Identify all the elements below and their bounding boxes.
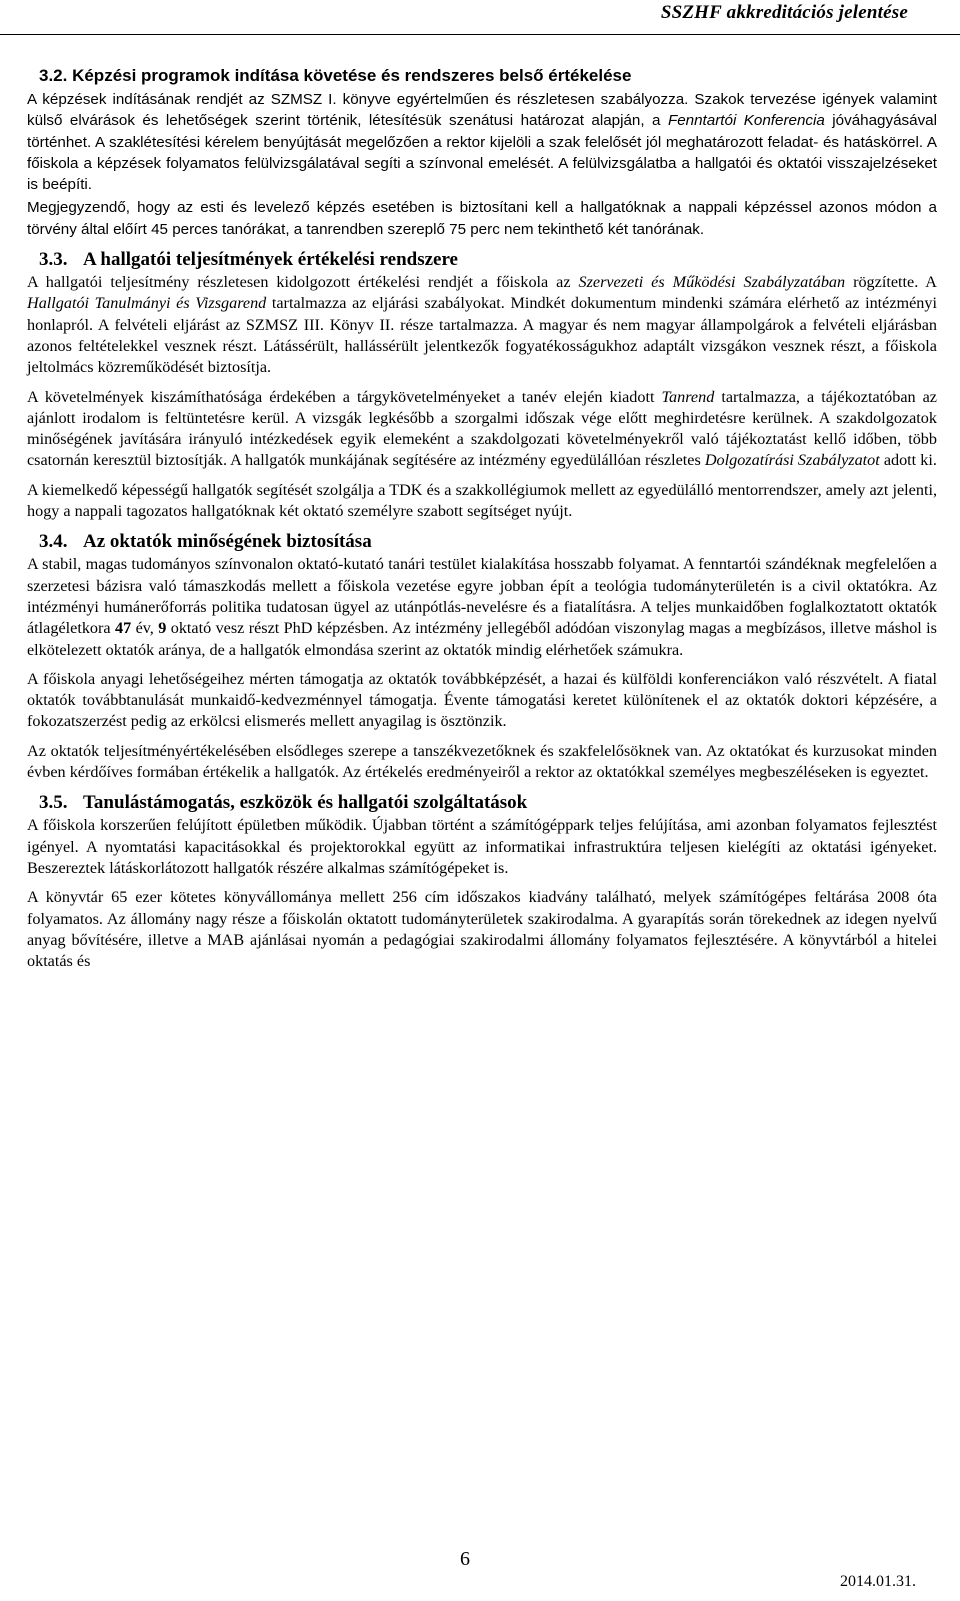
italic-text: Hallgatói Tanulmányi és Vizsgarend xyxy=(27,294,267,313)
text-run: jóváhagyásával történhet. A szaklétesítési kérelem benyújtását megelőzően a rektor kijelöli a szak felelősét jól meghatározott feladat- és hatáskörrel. A főiskola a képzések folyamatos felülvizsgálatával segíti a színvonal emelését. A felülvizsgálatba a hallgatói és oktatói visszajelzéseket is beépíti. xyxy=(27,112,937,194)
italic-text: Tanrend xyxy=(661,387,715,406)
bold-text: 47 xyxy=(114,619,132,638)
text-run: A hallgatói teljesítmény részletesen kidolgozott értékelési rendjét a főiskola az xyxy=(27,273,579,292)
text-run: adott ki. xyxy=(879,451,937,470)
section-number: 3.5. xyxy=(39,792,68,814)
text-run: rögzítette. A xyxy=(845,273,937,292)
italic-text: Szervezeti és Működési Szabályzatában xyxy=(578,273,846,292)
section-title: Az oktatók minőségének biztosítása xyxy=(83,531,372,553)
section-title: A hallgatói teljesítmények értékelési rendszere xyxy=(83,249,458,271)
section-heading-3-5 xyxy=(27,791,937,815)
document-body xyxy=(27,64,937,980)
text-run: A képzések indításának rendjét az SZMSZ I. könyve egyértelműen és részletesen szabályozza. Szakok tervezése igények valamint külső elvárások és lehetőségek szerint történik, létesítésük szenátusi határozat alapján, a xyxy=(27,91,937,130)
italic-text: Fenntartói Konferencia xyxy=(667,112,825,130)
paragraph: A főiskola korszerűen felújított épületben működik. Újabban történt a számítógéppark teljes felújítása, ami azonban folyamatos fejlesztést igényel. A nyomtatási kapacitásokkal és projektorokkal együtt az informatikai infrastruktúra teljesen kielégíti az oktatási igényeket. Beszereztek látáskorlátozott hallgatók részére alkalmas számítógépeket is. xyxy=(27,816,937,877)
page-number: 6 xyxy=(460,1548,470,1570)
paragraph: A könyvtár 65 ezer kötetes könyvállománya mellett 256 cím időszakos kiadvány található, melyek számítógépes feltárása 2008 óta folyamatos. Az állomány nagy része a főiskolán oktatott tudományterületek szakirodalma. A gyarapítás során törekednek az idegen nyelvű anyag bővítésére, illetve a MAB ajánlásai nyomán a pedagógiai szakirodalmi állomány folyamatos fejlesztésére. A könyvtárból a hitelei oktatás és xyxy=(27,888,937,971)
text-run: A stabil, magas tudományos színvonalon oktató-kutató tanári testület kialakítása hosszabb folyamat. A fenntartói szándéknak megfelelően a szerzetesi bázisra való támaszkodás mellett a főiskola vezetése egyre jobban épít a teológia tudományterületén is a civil oktatókra. Az intézményi humánerőforrás politika tudatosan ügyel az utánpótlás-nevelésre és a fiatalításra. A teljes munkaidőben foglalkoztatott oktatók átlagéletkora xyxy=(27,555,937,638)
page-header xyxy=(0,0,960,35)
paragraph: Megjegyzendő, hogy az esti és levelező képzés esetében is biztosítani kell a hallgatóknak a nappali képzéssel azonos módon a törvény által előírt 45 perces tanórákat, a tanrendben szereplő 75 perc nem tekinthető két tanórának. xyxy=(27,199,937,238)
footer-date: 2014.01.31. xyxy=(840,1573,916,1590)
paragraph: A kiemelkedő képességű hallgatók segítését szolgálja a TDK és a szakkollégiumok mellett az egyedülálló mentorrendszer, amely azt jelenti, hogy a nappali tagozatos hallgatóknak két oktató személyre szabott segítséget nyújt. xyxy=(27,480,937,521)
bold-text: 9 xyxy=(158,619,167,638)
section-heading-3-2: 3.2. Képzési programok indítása követése és rendszeres belső értékelése xyxy=(39,66,632,85)
italic-text: Dolgozatírási Szabályzatot xyxy=(704,451,880,470)
text-run: A követelmények kiszámíthatósága érdekében a tárgykövetelményeket a tanév elején kiadott xyxy=(27,387,662,406)
text-run: tartalmazza az eljárási szabályokat. Mindkét dokumentum mindenki számára elérhető az intézményi honlapról. A felvételi eljárást az SZMSZ III. Könyv II. része tartalmazza. A magyar és nem magyar állampolgárok a felvételi eljárásban azonos feltételekkel vesznek részt. Látássérült, hallássérült jelentkezők fogyatékosságukhoz adaptált vizsgákon vesznek részt, a főiskola jeltolmács közreműködését biztosítja. xyxy=(27,294,937,377)
text-run: oktató vesz részt PhD képzésben. Az intézmény jellegéből adódóan viszonylag magas a megbízásos, illetve máshol is elkötelezett oktatók aránya, de a hallgatók elmondása szerint az oktatók mindig elérhetőek számukra. xyxy=(27,619,937,659)
document-title: SSZHF akkreditációs jelentése xyxy=(660,2,908,23)
paragraph: A főiskola anyagi lehetőségeihez mérten támogatja az oktatók továbbképzését, a hazai és külföldi konferenciákon való részvételt. A fiatal oktatók továbbtanulását munkaidő-kedvezménnyel támogatja. Évente támogatási keretet különítenek el az oktatók doktori képzésére, a fokozatszerzést pedig az erkölcsi elismerés mellett anyagilag is ösztönzik. xyxy=(27,669,937,731)
section-title: Tanulástámogatás, eszközök és hallgatói szolgáltatások xyxy=(83,792,528,814)
paragraph xyxy=(27,272,937,378)
paragraph xyxy=(27,387,937,472)
section-number: 3.3. xyxy=(39,249,68,271)
section-heading-3-3 xyxy=(27,248,937,272)
section-heading-3-4 xyxy=(27,530,937,554)
paragraph: Az oktatók teljesítményértékelésében elsődleges szerepe a tanszékvezetőknek és szakfelelősöknek van. Az oktatókat és kurzusokat minden évben kérdőíves formában értékelik a hallgatók. Az értékelés eredményeiről a rektor az oktatókkal személyes megbeszéléseken is egyeztet. xyxy=(27,741,937,782)
paragraph xyxy=(27,89,937,195)
paragraph xyxy=(27,554,937,660)
text-run: év, xyxy=(131,619,159,638)
text-run: tartalmazza, a tájékoztatóban az ajánlott irodalom is feltüntetésre kerül. A vizsgák legkésőbb a szorgalmi időszak vége előtt meghirdetésre kerülnek. A szakdolgozatok minőségének javítására irányuló intézkedések egyik elemeként a szakdolgozati követelményekről való tájékoztatást kellő időben, több csatornán keresztül biztosítják. A hallgatók munkájának segítésére az intézmény egyedülállóan részletes xyxy=(27,387,937,470)
section-number: 3.4. xyxy=(39,531,68,553)
